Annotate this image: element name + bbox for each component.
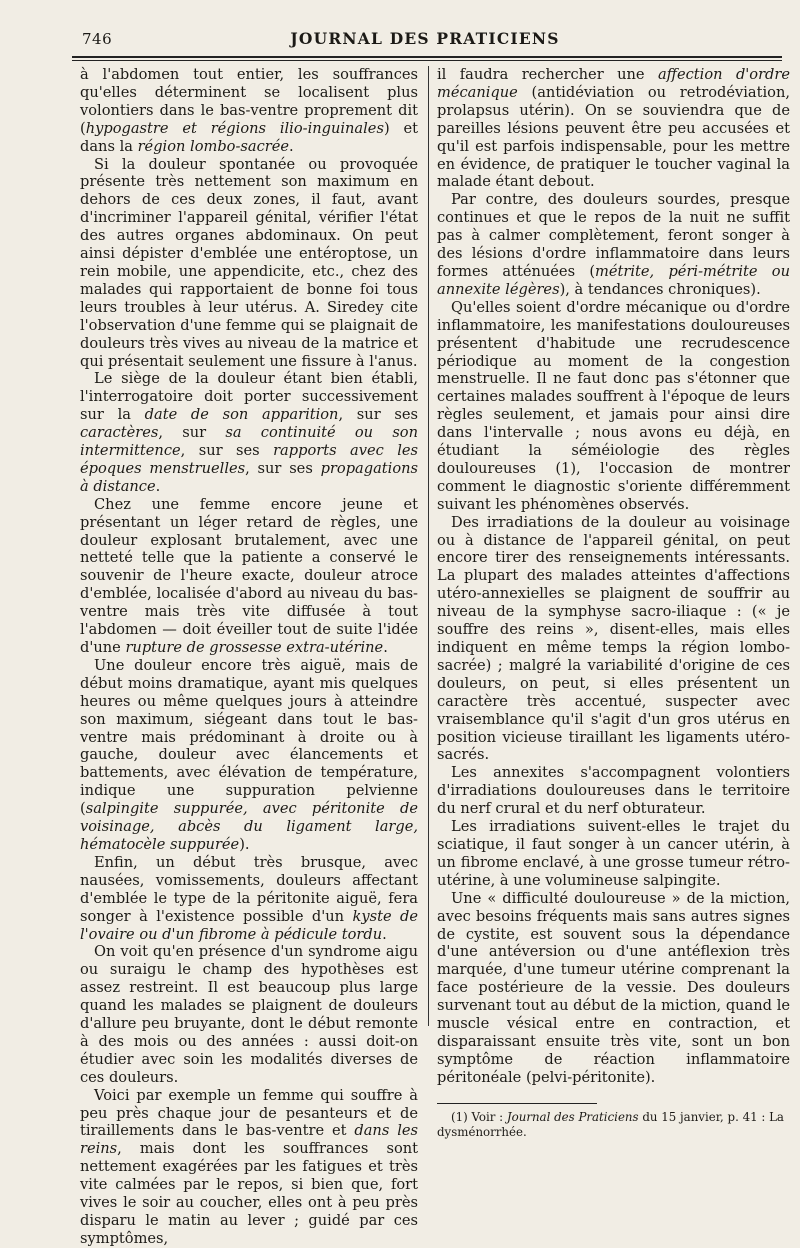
paragraph: Une douleur encore très aiguë, mais de début moins dramatique, ayant mis quelques heures ou même quelques jours à atteindre son maximum, siégeant dans tout le bas-ventre mais prédominant à droite ou à gauche, douleur avec élancements et battements, avec élévation de température, indique une suppuration pelvienne (salpingite suppurée, avec péritonite de voisinage, abcès du ligament large, hématocèle suppurée). <box>80 656 418 853</box>
right-column <box>437 66 790 1140</box>
header-rule-thin <box>72 60 782 61</box>
paragraph: Le siège de la douleur étant bien établi, l'interrogatoire doit porter successivement sur la date de son apparition, sur ses caractères, sur sa continuité ou son intermittence, sur ses rapports avec les époques menstruelles, sur ses propagations à distance. <box>80 370 418 495</box>
paragraph: Une « difficulté douloureuse » de la miction, avec besoins fréquents mais sans autres signes de cystite, est souvent sous la dépendance d'une antéversion ou d'une antéflexion très marquée, d'une tumeur utérine comprenant la face postérieure de la vessie. Des douleurs survenant tout au début de la miction, quand le muscle vésical entre en contraction, et disparaissant ensuite très vite, sont un bon symptôme de réaction inflammatoire péritonéale (pelvi-péritonite). <box>437 889 790 1086</box>
left-column <box>80 66 418 1248</box>
paragraph: Des irradiations de la douleur au voisinage ou à distance de l'appareil génital, on peut encore tirer des renseignements intéressants. La plupart des malades atteintes d'affections utéro-annexielles se plaignent de souffrir au niveau de la symphyse sacro-iliaque : (« je souffre des reins », disent-elles, mais elles indiquent en même temps la région lombo-sacrée) ; malgré la variabilité d'origine de ces douleurs, on peut, si elles présentent un caractère très accentué, suspecter avec vraisemblance qu'il s'agit d'un gros utérus en position vicieuse tiraillant les ligaments utéro-sacrés. <box>437 513 790 764</box>
paragraph: Voici par exemple un femme qui souffre à peu près chaque jour de pesanteurs et de tiraillements dans le bas-ventre et dans les reins, mais dont les souffrances sont nettement exagérées par les fatigues et très vite calmées par le repos, si bien que, fort vives le soir au coucher, elles ont à peu près disparu le matin au lever ; guidé par ces symptômes, <box>80 1086 418 1247</box>
running-title: JOURNAL DES PRATICIENS <box>290 29 560 48</box>
paragraph: à l'abdomen tout entier, les souffrances qu'elles déterminent se localisent plus volontiers dans le bas-ventre proprement dit (hypogastre et régions ilio-inguinales) et dans la région lombo-sacrée. <box>80 66 418 155</box>
paragraph: Les irradiations suivent-elles le trajet du sciatique, il faut songer à un cancer utérin, à un fibrome enclavé, à une grosse tumeur rétro-utérine, à une volumineuse salpingite. <box>437 818 790 889</box>
paragraph: Les annexites s'accompagnent volontiers d'irradiations douloureuses dans le territoire du nerf crural et du nerf obturateur. <box>437 764 790 818</box>
header-rule <box>72 56 782 58</box>
paragraph: Enfin, un début très brusque, avec nausées, vomissements, douleurs affectant d'emblée le type de la péritonite aiguë, fera songer à l'existence possible d'un kyste de l'ovaire ou d'un fibrome à pédicule tordu. <box>80 853 418 943</box>
paragraph: Qu'elles soient d'ordre mécanique ou d'ordre inflammatoire, les manifestations douloureuses présentent d'habitude une recrudescence périodique au moment de la congestion menstruelle. Il ne faut donc pas s'étonner que certaines malades souffrent à l'époque de leurs règles seulement, et jamais pour ainsi dire dans l'intervalle ; nous avons eu déjà, en étudiant la séméiologie des règles douloureuses (1), l'occasion de montrer comment le diagnostic s'oriente différemment suivant les phénomènes observés. <box>437 298 790 513</box>
paragraph: On voit qu'en présence d'un syndrome aigu ou suraigu le champ des hypothèses est assez restreint. Il est beaucoup plus large quand les malades se plaignent de douleurs d'allure peu bruyante, dont le début remonte à des mois ou des années : aussi doit-on étudier avec soin les modalités diverses de ces douleurs. <box>80 943 418 1086</box>
column-divider <box>428 66 429 1026</box>
page-header <box>72 28 778 54</box>
footnote-rule <box>437 1103 597 1104</box>
page-number: 746 <box>82 30 113 48</box>
paragraph: Chez une femme encore jeune et présentant un léger retard de règles, une douleur explosant brutalement, avec une netteté telle que la patiente a conservé le souvenir de l'heure exacte, douleur atroce d'emblée, localisée d'abord au niveau du bas-ventre mais très vite diffusée à tout l'abdomen — doit éveiller tout de suite l'idée d'une rupture de grossesse extra-utérine. <box>80 495 418 656</box>
paragraph: Si la douleur spontanée ou provoquée présente très nettement son maximum en dehors de ces deux zones, il faut, avant d'incriminer l'appareil génital, vérifier l'état des autres organes abdominaux. On peut ainsi dépister d'emblée une entéroptose, un rein mobile, une appendicite, etc., chez des malades qui rapportaient de bonne foi tous leurs troubles à leur utérus. A. Siredey cite l'observation d'une femme qui se plaignait de douleurs très vives au niveau de la matrice et qui présentait seulement une fissure à l'anus. <box>80 155 418 370</box>
footnote: (1) Voir : Journal des Praticiens du 15 janvier, p. 41 : La dysménorrhée. <box>437 1109 784 1139</box>
paragraph: Par contre, des douleurs sourdes, presque continues et que le repos de la nuit ne suffit pas à calmer complètement, feront songer à des lésions d'ordre inflammatoire dans leurs formes atténuées (métrite, péri-métrite ou annexite légères), à tendances chroniques). <box>437 191 790 298</box>
paragraph: il faudra rechercher une affection d'ordre mécanique (antidéviation ou retrodéviation, prolapsus utérin). On se souviendra que de pareilles lésions peuvent être peu accusées et qu'il est parfois indispensable, pour les mettre en évidence, de pratiquer le toucher vaginal la malade étant debout. <box>437 66 791 191</box>
